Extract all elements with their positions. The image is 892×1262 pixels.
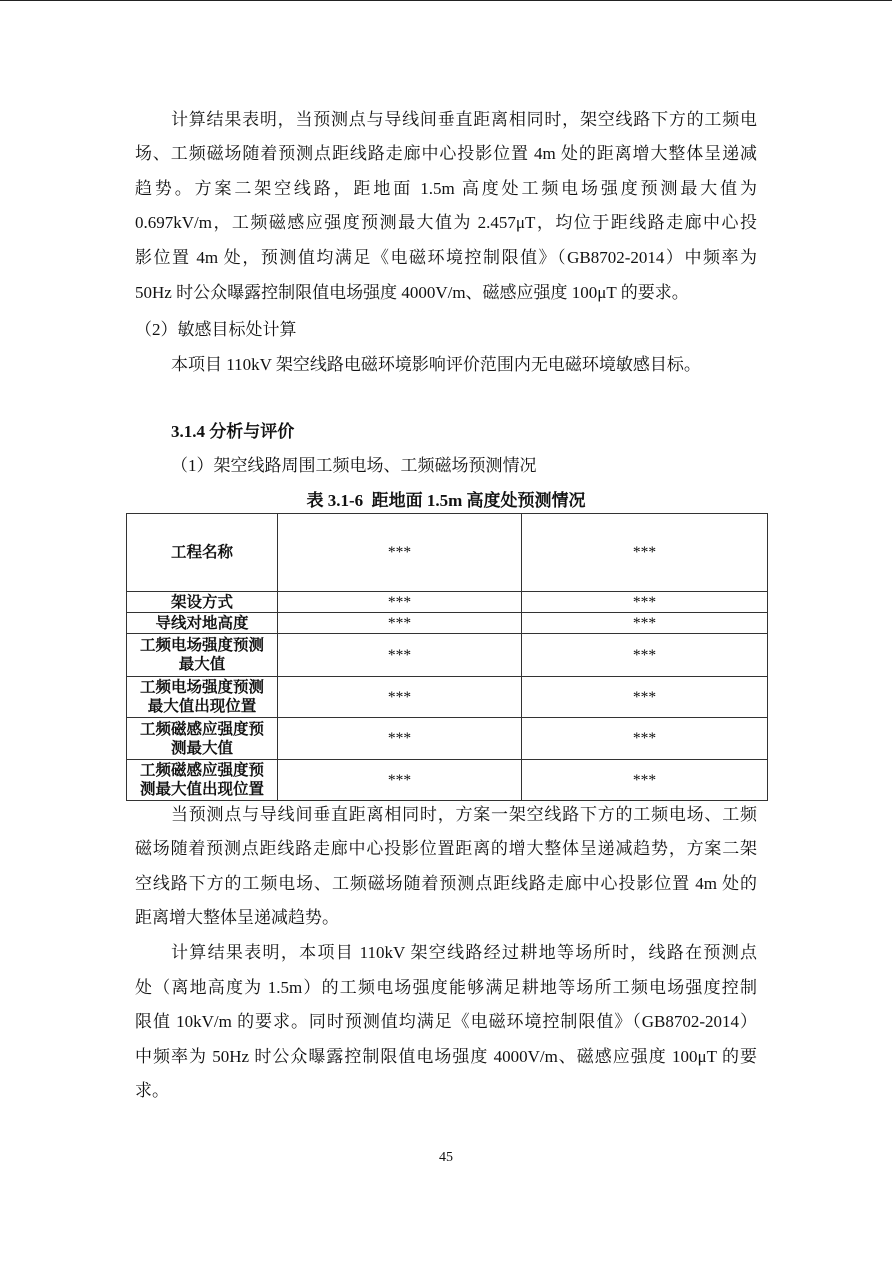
text-line: 影位置 4m 处，预测值均满足《电磁环境控制限值》（GB8702-2014）中频率为	[135, 248, 757, 268]
table-cell: ***	[522, 718, 768, 760]
table-cell: ***	[278, 514, 522, 592]
paragraph-trend-analysis	[135, 798, 757, 1109]
subsection-2	[135, 313, 757, 348]
text-line: 50Hz 时公众曝露控制限值电场强度 4000V/m、磁感应强度 100μT 的要求。	[135, 282, 689, 302]
text-line: 场、工频磁场随着预测点距线路走廊中心投影位置 4m 处的距离增大整体呈递减	[135, 144, 757, 164]
table-cell: ***	[522, 634, 768, 677]
section-heading: 3.1.4 分析与评价	[171, 422, 295, 441]
table-cell: ***	[278, 592, 522, 613]
row-label: 导线对地高度	[127, 613, 278, 634]
table-cell: ***	[278, 760, 522, 801]
section-heading-block	[135, 415, 757, 450]
text-line: 限值 10kV/m 的要求。同时预测值均满足《电磁环境控制限值》（GB8702-2014）	[135, 1012, 757, 1032]
table-cell: ***	[522, 592, 768, 613]
paragraph-sensitive-targets	[135, 348, 757, 383]
table-cell: ***	[278, 677, 522, 718]
table-caption: 表 3.1-6 距地面 1.5m 高度处预测情况	[306, 491, 586, 510]
text-line: 中频率为 50Hz 时公众曝露控制限值电场强度 4000V/m、磁感应强度 100μT 的要	[135, 1046, 757, 1066]
table-row	[127, 613, 768, 634]
table-cell: ***	[278, 634, 522, 677]
top-rule	[0, 0, 892, 1]
row-label: 工频电场强度预测最大值出现位置	[127, 677, 278, 718]
subsection-title: （2）敏感目标处计算	[135, 319, 297, 339]
table-row	[127, 514, 768, 592]
text-line: 当预测点与导线间垂直距离相同时，方案一架空线路下方的工频电场、工频	[171, 804, 757, 824]
text-line: 计算结果表明，当预测点与导线间垂直距离相同时，架空线路下方的工频电	[171, 109, 757, 129]
text-line: 0.697kV/m，工频磁感应强度预测最大值为 2.457μT，均位于距线路走廊中心投	[135, 213, 757, 233]
table-cell: ***	[278, 613, 522, 634]
row-label: 工频磁感应强度预测最大值	[127, 718, 278, 760]
subsection-1	[135, 449, 757, 484]
table-cell: ***	[522, 514, 768, 592]
text-line: 距离增大整体呈递减趋势。	[135, 908, 339, 928]
prediction-table	[126, 513, 768, 801]
table-row	[127, 634, 768, 677]
text-line: 空线路下方的工频电场、工频磁场随着预测点距线路走廊中心投影位置 4m 处的	[135, 873, 757, 893]
text-line: 磁场随着预测点距线路走廊中心投影位置距离的增大整体呈递减趋势，方案二架	[135, 839, 757, 859]
table-row	[127, 592, 768, 613]
table-cell: ***	[278, 718, 522, 760]
table-cell: ***	[522, 760, 768, 801]
text-line: 趋势。方案二架空线路，距地面 1.5m 高度处工频电场强度预测最大值为	[135, 178, 757, 198]
table-cell: ***	[522, 677, 768, 718]
text-line: 处（离地高度为 1.5m）的工频电场强度能够满足耕地等场所工频电场强度控制	[135, 977, 757, 997]
text-line: 求。	[135, 1081, 169, 1101]
table-row	[127, 677, 768, 718]
subsection-title: （1）架空线路周围工频电场、工频磁场预测情况	[171, 456, 537, 475]
text-line: 本项目 110kV 架空线路电磁环境影响评价范围内无电磁环境敏感目标。	[171, 354, 701, 374]
page-number: 45	[439, 1150, 453, 1165]
table-row	[127, 718, 768, 760]
row-label: 架设方式	[127, 592, 278, 613]
row-label: 工频电场强度预测最大值	[127, 634, 278, 677]
paragraph-scheme-2-results	[135, 103, 757, 311]
text-line: 计算结果表明，本项目 110kV 架空线路经过耕地等场所时，线路在预测点	[171, 943, 757, 963]
row-label: 工频磁感应强度预测最大值出现位置	[127, 760, 278, 801]
row-label: 工程名称	[127, 514, 278, 592]
table-cell: ***	[522, 613, 768, 634]
table-row	[127, 760, 768, 801]
